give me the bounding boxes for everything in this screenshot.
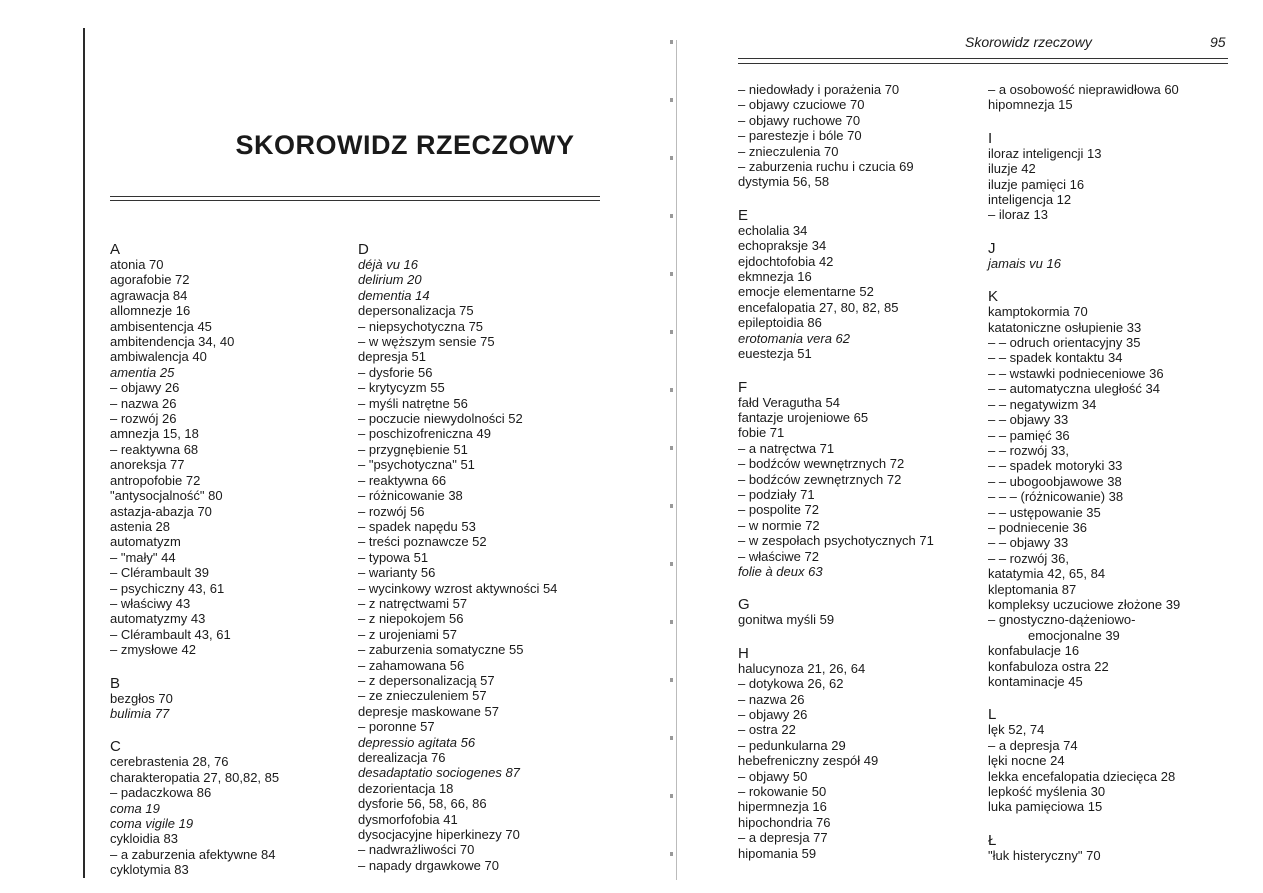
index-entry: automatyzmy 43 <box>110 611 206 627</box>
index-entry: – a depresja 77 <box>738 830 828 846</box>
index-entry: konfabuloza ostra 22 <box>988 658 1109 674</box>
index-entry: – w węższym sensie 75 <box>358 334 495 350</box>
index-entry: – – objawy 33 <box>988 412 1069 428</box>
section-letter: L <box>988 706 997 724</box>
index-entry: – zaburzenia somatyczne 55 <box>358 642 524 658</box>
index-entry: – – ubogoobjawowe 38 <box>988 473 1122 489</box>
index-entry: desadaptatio sociogenes 87 <box>358 765 520 781</box>
index-entry: amentia 25 <box>110 364 175 380</box>
index-entry: – przygnębienie 51 <box>358 441 468 457</box>
index-entry: astenia 28 <box>110 518 170 534</box>
index-entry: – pedunkularna 29 <box>738 737 846 753</box>
index-entry: echolalia 34 <box>738 222 808 238</box>
index-entry: – wycinkowy wzrost aktywności 54 <box>358 580 558 596</box>
index-entry: dysforie 56, 58, 66, 86 <box>358 796 487 812</box>
section-letter: A <box>110 241 121 258</box>
index-entry: echopraksje 34 <box>738 238 827 254</box>
index-entry: – "psychotyczna" 51 <box>358 457 475 473</box>
index-entry: kompleksy uczuciowe złożone 39 <box>988 596 1181 612</box>
index-column-2 <box>358 242 557 873</box>
index-entry: – rozwój 56 <box>358 503 425 519</box>
index-entry: – niedowłady i porażenia 70 <box>738 82 900 97</box>
index-entry: – objawy 26 <box>110 380 180 396</box>
gutter-marks <box>670 40 673 860</box>
index-entry: lekka encefalopatia dziecięca 28 <box>988 768 1176 784</box>
index-entry: – zmysłowe 42 <box>110 642 196 658</box>
index-entry: "łuk histeryczny" 70 <box>988 847 1101 863</box>
index-entry: euestezja 51 <box>738 346 812 362</box>
page-binding-edge <box>83 28 85 878</box>
index-entry: lęk 52, 74 <box>988 722 1045 738</box>
index-entry: astazja-abazja 70 <box>110 503 212 519</box>
index-entry: dystymia 56, 58 <box>738 174 830 190</box>
index-entry: – iloraz 13 <box>988 207 1048 223</box>
index-entry: depresje maskowane 57 <box>358 703 499 719</box>
index-entry: fantazje urojeniowe 65 <box>738 409 869 425</box>
index-entry: – – rozwój 33, <box>988 442 1069 458</box>
index-entry: coma vigile 19 <box>110 816 194 831</box>
index-entry: – a zaburzenia afektywne 84 <box>110 846 276 862</box>
index-entry: – gnostyczno-dążeniowo- <box>988 612 1136 628</box>
index-entry: – podniecenie 36 <box>988 519 1088 535</box>
index-entry: déjà vu 16 <box>358 257 418 272</box>
index-entry: depersonalizacja 75 <box>358 303 474 319</box>
index-column-1 <box>110 242 279 878</box>
index-entry: – niepsychotyczna 75 <box>358 318 484 334</box>
index-entry: – padaczkowa 86 <box>110 785 212 801</box>
index-column-4 <box>988 82 1180 863</box>
index-entry: inteligencja 12 <box>988 192 1072 208</box>
index-entry: depressio agitata 56 <box>358 734 476 750</box>
section-letter: J <box>988 239 996 257</box>
index-entry: cyklotymia 83 <box>110 862 189 878</box>
index-entry: – z urojeniami 57 <box>358 626 457 642</box>
index-entry: – a osobowość nieprawidłowa 60 <box>988 82 1179 97</box>
section-letter: C <box>110 738 121 756</box>
index-entry: emocje elementarne 52 <box>738 284 874 300</box>
index-entry: ambiwalencja 40 <box>110 349 207 365</box>
index-entry: – poronne 57 <box>358 719 435 735</box>
title-rule-bottom <box>110 200 600 201</box>
index-entry: iloraz inteligencji 13 <box>988 145 1102 161</box>
index-entry: jamais vu 16 <box>988 255 1061 271</box>
index-entry: – poschizofreniczna 49 <box>358 426 491 442</box>
index-entry: – właściwe 72 <box>738 548 819 564</box>
index-entry: hipomania 59 <box>738 845 817 861</box>
index-entry: – właściwy 43 <box>110 595 191 611</box>
index-entry: – ostra 22 <box>738 722 796 738</box>
index-entry: emocjonalne 39 <box>1028 627 1120 643</box>
index-entry: automatyzm <box>110 534 181 550</box>
index-entry: anoreksja 77 <box>110 457 185 473</box>
index-entry: – krytycyzm 55 <box>358 380 445 396</box>
index-entry: kleptomania 87 <box>988 581 1077 597</box>
index-entry: – nadwrażliwości 70 <box>358 842 475 858</box>
index-entry: – – – (różnicowanie) 38 <box>988 489 1124 505</box>
page-gutter <box>676 40 677 880</box>
index-entry: – a depresja 74 <box>988 737 1078 753</box>
index-entry: – treści poznawcze 52 <box>358 534 487 550</box>
index-entry: – spadek napędu 53 <box>358 518 476 534</box>
index-entry: delirium 20 <box>358 272 422 288</box>
index-entry: – dysforie 56 <box>358 364 433 380</box>
index-entry: dysocjacyjne hiperkinezy 70 <box>358 827 520 843</box>
index-entry: – bodźców zewnętrznych 72 <box>738 471 902 487</box>
index-column-3 <box>738 82 934 861</box>
index-entry: – różnicowanie 38 <box>358 488 463 504</box>
index-entry: allomnezje 16 <box>110 303 191 319</box>
index-entry: – reaktywna 68 <box>110 441 199 457</box>
section-letter: I <box>988 129 993 147</box>
header-rule-top <box>738 58 1228 59</box>
index-entry: – Clérambault 43, 61 <box>110 626 231 642</box>
index-entry: dysmorfofobia 41 <box>358 811 458 827</box>
index-entry: iluzje pamięci 16 <box>988 176 1085 192</box>
index-entry: – "mały" 44 <box>110 549 176 565</box>
section-letter: G <box>738 596 750 614</box>
index-entry: lepkość myślenia 30 <box>988 784 1106 800</box>
index-entry: – w normie 72 <box>738 517 820 533</box>
index-entry: amnezja 15, 18 <box>110 426 199 442</box>
index-entry: agorafobie 72 <box>110 272 190 288</box>
index-entry: – – automatyczna uległość 34 <box>988 381 1160 397</box>
index-entry: – zaburzenia ruchu i czucia 69 <box>738 159 914 175</box>
index-entry: – znieczulenia 70 <box>738 143 839 159</box>
index-entry: iluzje 42 <box>988 161 1036 177</box>
index-entry: – objawy ruchowe 70 <box>738 112 861 128</box>
index-entry: depresja 51 <box>358 349 426 365</box>
section-letter: E <box>738 206 749 224</box>
index-entry: hipermnezja 16 <box>738 799 827 815</box>
index-entry: derealizacja 76 <box>358 750 446 765</box>
index-entry: – z depersonalizacją 57 <box>358 672 495 688</box>
index-entry: – napady drgawkowe 70 <box>358 857 499 873</box>
index-entry: – – objawy 33 <box>988 535 1069 551</box>
index-entry: gonitwa myśli 59 <box>738 612 835 628</box>
index-entry: ejdochtofobia 42 <box>738 253 834 269</box>
index-entry: cykloidia 83 <box>110 831 178 847</box>
index-entry: antropofobie 72 <box>110 472 201 488</box>
index-entry: dementia 14 <box>358 287 430 303</box>
index-entry: – psychiczny 43, 61 <box>110 580 225 596</box>
index-entry: folie à deux 63 <box>738 563 823 579</box>
index-entry: – warianty 56 <box>358 565 436 581</box>
index-entry: charakteropatia 27, 80,82, 85 <box>110 769 280 785</box>
index-entry: agrawacja 84 <box>110 287 188 303</box>
index-entry: konfabulacje 16 <box>988 643 1080 659</box>
index-entry: – typowa 51 <box>358 549 429 565</box>
index-entry: – dotykowa 26, 62 <box>738 676 844 692</box>
index-entry: fobie 71 <box>738 425 785 441</box>
index-entry: – Clérambault 39 <box>110 565 209 581</box>
index-entry: – myśli natrętne 56 <box>358 395 468 411</box>
index-entry: – – negatywizm 34 <box>988 396 1097 412</box>
index-entry: ambitendencja 34, 40 <box>110 334 235 350</box>
index-entry: cerebrastenia 28, 76 <box>110 754 229 770</box>
index-entry: – podziały 71 <box>738 486 815 502</box>
index-entry: – – wstawki podnieceniowe 36 <box>988 365 1164 381</box>
index-entry: – poczucie niewydolności 52 <box>358 411 523 427</box>
index-entry: – bodźców wewnętrznych 72 <box>738 456 905 472</box>
index-entry: – z niepokojem 56 <box>358 611 464 627</box>
running-title: Skorowidz rzeczowy <box>965 34 1092 50</box>
index-entry: luka pamięciowa 15 <box>988 799 1103 815</box>
index-entry: dezorientacja 18 <box>358 780 454 796</box>
index-entry: erotomania vera 62 <box>738 330 851 346</box>
index-entry: fałd Veragutha 54 <box>738 394 840 410</box>
index-entry: – – pamięć 36 <box>988 427 1070 443</box>
index-entry: – nazwa 26 <box>110 395 177 411</box>
index-entry: kamptokormia 70 <box>988 304 1088 320</box>
index-entry: atonia 70 <box>110 257 164 272</box>
title-rule-top <box>110 196 600 197</box>
header-rule-bottom <box>738 63 1228 64</box>
section-letter: Ł <box>988 831 997 849</box>
index-entry: ekmnezja 16 <box>738 269 812 285</box>
page-title: SKOROWIDZ RZECZOWY <box>235 130 575 160</box>
index-entry: – objawy 26 <box>738 707 808 722</box>
index-entry: – ze znieczuleniem 57 <box>358 688 487 704</box>
index-entry: "antysocjalność" 80 <box>110 488 223 504</box>
index-entry: – pospolite 72 <box>738 502 819 518</box>
section-letter: D <box>358 241 369 258</box>
index-entry: ambisentencja 45 <box>110 318 212 334</box>
index-entry: – nazwa 26 <box>738 691 805 707</box>
index-entry: encefalopatia 27, 80, 82, 85 <box>738 299 899 315</box>
section-letter: F <box>738 378 748 396</box>
index-entry: – objawy 50 <box>738 768 808 784</box>
index-entry: katatoniczne osłupienie 33 <box>988 319 1142 335</box>
index-entry: – – spadek kontaktu 34 <box>988 350 1123 366</box>
section-letter: B <box>110 674 121 692</box>
index-entry: bulimia 77 <box>110 705 170 721</box>
index-entry: – reaktywna 66 <box>358 472 447 488</box>
index-entry: hipomnezja 15 <box>988 97 1073 113</box>
index-entry: kontaminacje 45 <box>988 674 1083 689</box>
index-entry: – a natręctwa 71 <box>738 440 835 456</box>
index-entry: halucynoza 21, 26, 64 <box>738 660 866 676</box>
index-entry: katatymia 42, 65, 84 <box>988 566 1106 582</box>
index-entry: – – spadek motoryki 33 <box>988 458 1123 474</box>
index-entry: hebefreniczny zespół 49 <box>738 753 879 769</box>
index-entry: hipochondria 76 <box>738 814 831 830</box>
index-entry: – rokowanie 50 <box>738 784 827 800</box>
index-entry: lęki nocne 24 <box>988 753 1065 769</box>
section-letter: K <box>988 288 999 306</box>
index-entry: – parestezje i bóle 70 <box>738 128 862 144</box>
index-entry: bezgłos 70 <box>110 690 173 706</box>
index-entry: – rozwój 26 <box>110 411 177 427</box>
index-entry: – – odruch orientacyjny 35 <box>988 335 1141 351</box>
index-entry: epileptoidia 86 <box>738 315 822 331</box>
index-entry: coma 19 <box>110 800 160 816</box>
index-entry: – w zespołach psychotycznych 71 <box>738 533 934 549</box>
index-entry: – zahamowana 56 <box>358 657 465 673</box>
section-letter: H <box>738 644 749 662</box>
page-number: 95 <box>1210 34 1226 50</box>
index-entry: – objawy czuciowe 70 <box>738 97 865 113</box>
index-entry: – z natręctwami 57 <box>358 595 468 611</box>
index-entry: – – ustępowanie 35 <box>988 504 1101 520</box>
index-entry: – – rozwój 36, <box>988 550 1069 566</box>
